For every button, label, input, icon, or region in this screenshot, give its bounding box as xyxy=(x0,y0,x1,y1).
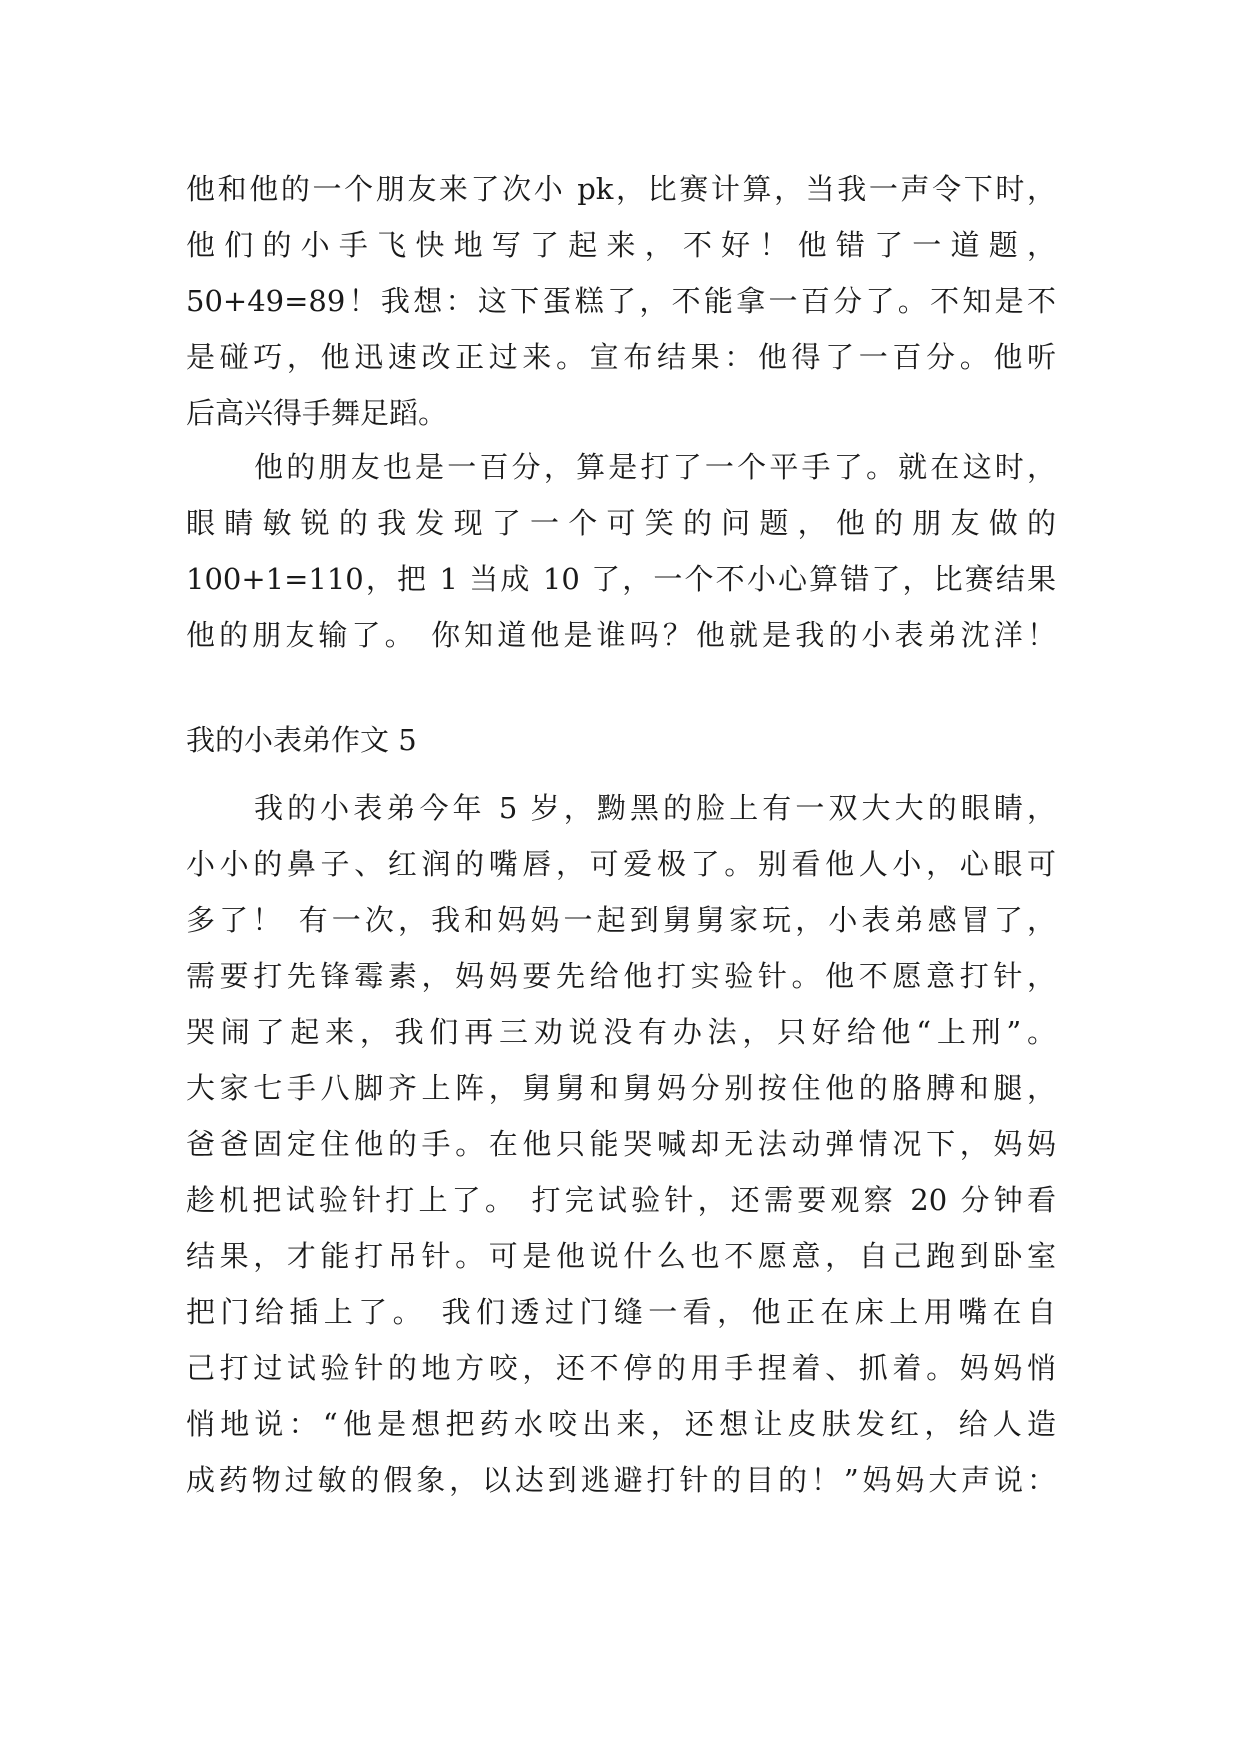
paragraph-3-line: 多了！ 有一次，我和妈妈一起到舅舅家玩，小表弟感冒了， xyxy=(186,903,1056,937)
paragraph-3-line: 趁机把试验针打上了。 打完试验针，还需要观察 20 分钟看 xyxy=(186,1183,1056,1217)
paragraph-1-line: 他们的小手飞快地写了起来，不好！他错了一道题， xyxy=(186,228,1056,262)
section-title: 我的小表弟作文 5 xyxy=(186,723,417,757)
paragraph-3-line: 爸爸固定住他的手。在他只能哭喊却无法动弹情况下，妈妈 xyxy=(186,1127,1056,1161)
paragraph-3 xyxy=(186,780,1056,1508)
paragraph-1-line: 是碰巧，他迅速改正过来。宣布结果：他得了一百分。他听 xyxy=(186,340,1056,374)
paragraph-3-line: 我的小表弟今年 5 岁，黝黑的脸上有一双大大的眼睛， xyxy=(254,791,1056,825)
paragraph-1 xyxy=(186,161,1056,441)
paragraph-3-line: 需要打先锋霉素，妈妈要先给他打实验针。他不愿意打针， xyxy=(186,959,1056,993)
paragraph-2-line: 他的朋友输了。 你知道他是谁吗？他就是我的小表弟沈洋！ xyxy=(186,618,1056,652)
paragraph-3-line: 己打过试验针的地方咬，还不停的用手捏着、抓着。妈妈悄 xyxy=(186,1351,1056,1385)
paragraph-2-line: 100+1=110，把 1 当成 10 了，一个不小心算错了，比赛结果 xyxy=(186,562,1056,596)
paragraph-3-line: 结果，才能打吊针。可是他说什么也不愿意，自己跑到卧室 xyxy=(186,1239,1056,1273)
paragraph-2-line: 眼睛敏锐的我发现了一个可笑的问题，他的朋友做的 xyxy=(186,506,1056,540)
paragraph-3-line: 小小的鼻子、红润的嘴唇，可爱极了。别看他人小，心眼可 xyxy=(186,847,1056,881)
paragraph-3-line: 悄地说：“他是想把药水咬出来，还想让皮肤发红，给人造 xyxy=(186,1407,1056,1441)
paragraph-2 xyxy=(186,439,1056,663)
paragraph-1-line: 他和他的一个朋友来了次小 pk，比赛计算，当我一声令下时， xyxy=(186,172,1056,206)
paragraph-3-line: 大家七手八脚齐上阵，舅舅和舅妈分别按住他的胳膊和腿， xyxy=(186,1071,1056,1105)
paragraph-3-line: 哭闹了起来，我们再三劝说没有办法，只好给他“上刑”。 xyxy=(186,1015,1056,1049)
paragraph-1-line: 50+49=89！我想：这下蛋糕了，不能拿一百分了。不知是不 xyxy=(186,284,1056,318)
paragraph-3-line: 把门给插上了。 我们透过门缝一看，他正在床上用嘴在自 xyxy=(186,1295,1056,1329)
paragraph-3-line: 成药物过敏的假象，以达到逃避打针的目的！”妈妈大声说： xyxy=(186,1463,1056,1497)
paragraph-2-line: 他的朋友也是一百分，算是打了一个平手了。就在这时， xyxy=(254,450,1056,484)
paragraph-1-line: 后高兴得手舞足蹈。 xyxy=(186,396,448,430)
